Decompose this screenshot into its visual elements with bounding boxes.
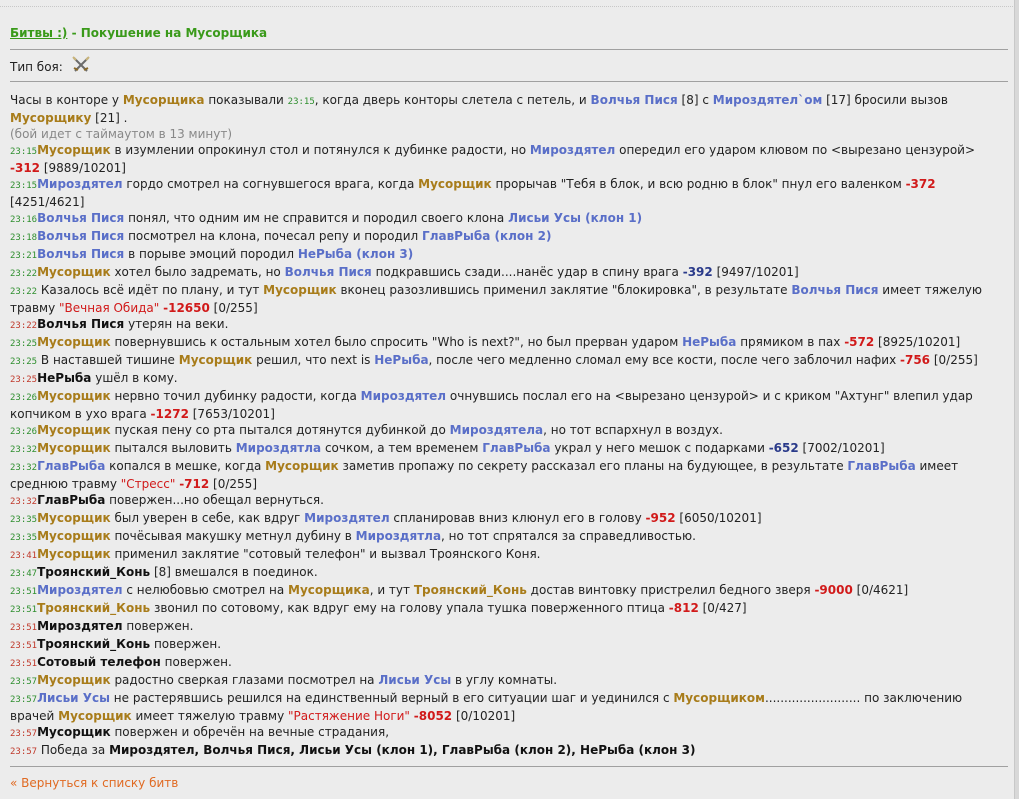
timestamp: 23:25 (10, 375, 38, 385)
log-entry (10, 440, 1008, 458)
log-text: сочком, а тем временем (321, 441, 483, 455)
player-name[interactable]: Мироздятел (304, 511, 390, 525)
player-name[interactable]: Мусорщик (37, 423, 111, 437)
log-entry (10, 352, 1008, 370)
damage-value: -712 (179, 477, 210, 491)
player-name[interactable]: Мироздятла (355, 529, 442, 543)
damage-value: -8052 (413, 709, 453, 723)
timestamp: 23:47 (10, 569, 38, 579)
timestamp: 23:22 (10, 287, 38, 297)
damage-value: -652 (768, 441, 799, 455)
page-title: Покушение на Мусорщика (80, 26, 268, 40)
log-entry (10, 528, 1008, 546)
log-entry (10, 316, 1008, 334)
player-name[interactable]: Мусорщику (10, 111, 92, 125)
log-entries (10, 142, 1008, 760)
log-text: в порыве эмоций породил (124, 247, 298, 261)
player-name[interactable]: Мироздятел (529, 143, 616, 157)
damage-value: -1272 (150, 407, 189, 421)
player-name[interactable]: НеРыба (клон 3) (297, 247, 414, 261)
log-text: имеет тяжелую травму (131, 709, 288, 723)
log-text: [9497/10201] (712, 265, 799, 279)
log-text: [8] вмешался в поединок. (150, 565, 318, 579)
player-name: Мироздятел (37, 619, 123, 633)
log-text: , после чего медленно сломал ему все кости, после чего заблочил нафих (428, 353, 900, 367)
player-name[interactable]: Мусорщик (37, 265, 111, 279)
player-name[interactable]: Мироздятел`ом (712, 93, 823, 107)
log-text: не растерявшись решился на единственный верный в его ситуации шаг и уединился с (109, 691, 674, 705)
log-text: [0/4621] (852, 583, 909, 597)
player-name[interactable]: Лисьи Усы (клон 1) (508, 211, 643, 225)
log-entry (10, 492, 1008, 510)
player-name[interactable]: НеРыба (374, 353, 429, 367)
player-name[interactable]: Мусорщика (288, 583, 370, 597)
log-entry (10, 510, 1008, 528)
player-name[interactable]: Волчья Пися (37, 247, 125, 261)
battle-log (10, 92, 1008, 760)
scrollbar-track[interactable] (1014, 0, 1019, 799)
log-entry (10, 370, 1008, 388)
player-name[interactable]: Мироздятела (449, 423, 544, 437)
injury-name: "Растяжение Ноги" (288, 709, 410, 723)
timestamp: 23:25 (10, 357, 38, 367)
player-name[interactable]: Мусорщиком (673, 691, 765, 705)
player-name[interactable]: Мусорщик (37, 335, 111, 349)
log-text: [0/255] (209, 301, 258, 315)
damage-value: -756 (900, 353, 931, 367)
log-text: в углу комнаты. (451, 673, 558, 687)
timestamp: 23:22 (10, 321, 38, 331)
timestamp: 23:32 (10, 497, 38, 507)
log-text: пуская пену со рта пытался дотянутся дубинкой до (110, 423, 450, 437)
log-entry (10, 690, 1008, 724)
log-text: спланировав вниз клюнул его в голову (389, 511, 646, 525)
log-text: Казалось всё идёт по плану, и тут (37, 283, 264, 297)
log-entry (10, 246, 1008, 264)
player-name[interactable]: Волчья Пися (791, 283, 879, 297)
timestamp: 23:41 (10, 551, 38, 561)
log-entry (10, 264, 1008, 282)
log-text: [8925/10201] (874, 335, 961, 349)
log-text: , но тот спрятался за справедливостью. (441, 529, 696, 543)
log-text: В наставшей тишине (37, 353, 179, 367)
log-entry (10, 142, 1008, 176)
log-text: , и тут (369, 583, 414, 597)
divider (10, 766, 1008, 767)
timestamp: 23:15 (287, 97, 315, 107)
battle-intro: Часы в конторе у Мусорщика показывали 23:15, когда дверь конторы слетела с петель, и Волчья Пися [8] с Мироздятел`ом [17] бросили вызов Мусорщику [21] . (10, 93, 948, 125)
player-name[interactable]: Лисьи Усы (378, 673, 452, 687)
log-entry (10, 654, 1008, 672)
battles-link[interactable]: Битвы :) (10, 26, 68, 40)
player-name[interactable]: Волчья Пися (37, 211, 125, 225)
log-entry (10, 546, 1008, 564)
player-name[interactable]: Мусорщик (178, 353, 253, 367)
log-text: прямиком в пах (736, 335, 845, 349)
log-text: [0/10201] (452, 709, 516, 723)
timestamp: 23:57 (10, 695, 38, 705)
timestamp: 23:51 (10, 587, 38, 597)
player-name[interactable]: Мусорщик (263, 283, 337, 297)
injury-name: "Стресс" (120, 477, 176, 491)
damage-value: -572 (844, 335, 875, 349)
log-text: гордо смотрел на согнувшегося врага, когда (122, 177, 419, 191)
log-text: украл у него мешок с подарками (550, 441, 769, 455)
log-text: повержен. (160, 655, 232, 669)
log-entry (10, 458, 1008, 492)
log-text: нервно точил дубинку радости, когда (110, 389, 361, 403)
back-to-battles-link[interactable]: « Вернуться к списку битв (10, 776, 179, 790)
player-name[interactable]: Мироздятел (360, 389, 447, 403)
timestamp: 23:35 (10, 533, 38, 543)
log-text: повержен и обречён на вечные страдания, (110, 725, 390, 739)
log-text: очнувшись послал его на <вырезано цензурой> и с криком "Ахтунг" влепил удар копчиком в ухо врага (10, 389, 973, 421)
log-entry (10, 582, 1008, 600)
log-text: [0/427] (698, 601, 747, 615)
damage-value: -392 (682, 265, 713, 279)
log-entry (10, 564, 1008, 582)
player-name[interactable]: НеРыба (682, 335, 737, 349)
player-name[interactable]: Мироздятел (37, 583, 123, 597)
log-text: [0/255] (209, 477, 257, 491)
log-text: повержен. (150, 637, 222, 651)
player-name: Троянский_Конь (37, 637, 151, 651)
breadcrumb (10, 26, 1008, 41)
log-text: [7002/10201] (798, 441, 885, 455)
timeout-note: (бой идет с таймаутом в 13 минут) (10, 127, 233, 141)
player-name[interactable]: Мусорщик (37, 143, 111, 157)
timestamp: 23:51 (10, 659, 38, 669)
player-name: Мусорщик (37, 725, 111, 739)
log-text: был уверен в себе, как вдруг (110, 511, 305, 525)
timestamp: 23:32 (10, 463, 38, 473)
log-entry (10, 724, 1008, 742)
log-text: [0/255] (930, 353, 978, 367)
player-name[interactable]: Волчья Пися (37, 229, 125, 243)
log-text: , но тот вспархнул в воздух. (543, 423, 723, 437)
player-name: Мироздятел, Волчья Пися, Лисьи Усы (клон 1), ГлавРыба (клон 2), НеРыба (клон 3) (109, 743, 696, 757)
log-text: [4251/4621] (10, 195, 85, 209)
log-text: повернувшись к остальным хотел было спросить "Who is next?", но был прерван ударом (110, 335, 683, 349)
player-name: Сотовый телефон (37, 655, 161, 669)
timestamp: 23:25 (10, 339, 38, 349)
player-name[interactable]: Лисьи Усы (37, 691, 110, 705)
timestamp: 23:57 (10, 729, 38, 739)
log-text: Победа за (37, 743, 110, 757)
log-entry (10, 618, 1008, 636)
log-text: повержен. (122, 619, 194, 633)
log-entry (10, 422, 1008, 440)
log-text: имеет тяжелую травму (10, 283, 982, 315)
log-entry (10, 388, 1008, 422)
player-name[interactable]: Мусорщик (265, 459, 339, 473)
log-text: понял, что одним им не справится и породил своего клона (124, 211, 509, 225)
damage-value: -9000 (814, 583, 853, 597)
log-entry (10, 176, 1008, 210)
player-name[interactable]: Мусорщик (37, 529, 111, 543)
log-entry (10, 334, 1008, 352)
timestamp: 23:35 (10, 515, 38, 525)
timestamp: 23:26 (10, 427, 38, 437)
log-text: повержен...но обещал вернуться. (105, 493, 324, 507)
log-text: в изумлении опрокинул стол и потянулся к дубинке радости, но (110, 143, 530, 157)
breadcrumb-separator: - (67, 26, 81, 40)
crossed-swords-icon (71, 55, 91, 75)
player-name[interactable]: Мусорщик (37, 673, 111, 687)
timestamp: 23:32 (10, 445, 38, 455)
player-name: Волчья Пися (37, 317, 125, 331)
log-text: пытался выловить (110, 441, 236, 455)
log-text: с нелюбовью смотрел на (122, 583, 289, 597)
player-name[interactable]: ГлавРыба (37, 459, 106, 473)
damage-value: -952 (645, 511, 676, 525)
timestamp: 23:51 (10, 623, 38, 633)
player-name[interactable]: Волчья Пися (590, 93, 678, 107)
player-name[interactable]: Мусорщика (122, 93, 205, 107)
timestamp: 23:26 (10, 393, 38, 403)
player-name[interactable]: ГлавРыба (482, 441, 551, 455)
timestamp: 23:21 (10, 251, 38, 261)
player-name: Троянский_Конь (37, 565, 151, 579)
divider (10, 49, 1008, 50)
log-text: хотел было задремать, но (110, 265, 285, 279)
player-name[interactable]: Троянский_Конь (413, 583, 527, 597)
log-text: почёсывая макушку метнул дубину в (110, 529, 356, 543)
battle-type-label: Тип боя: (10, 60, 63, 74)
log-text: ......................... по заключению врачей (10, 691, 963, 723)
battle-page (10, 0, 1008, 799)
log-entry (10, 636, 1008, 654)
log-text: ушёл в кому. (91, 371, 178, 385)
log-text: утерян на веки. (124, 317, 229, 331)
divider (10, 81, 1008, 82)
player-name[interactable]: Троянский_Конь (37, 601, 151, 615)
player-name: ГлавРыба (37, 493, 106, 507)
log-text: [9889/10201] (40, 161, 126, 175)
player-name[interactable]: Мусорщик (58, 709, 132, 723)
player-name[interactable]: Мусорщик (37, 547, 111, 561)
player-name[interactable]: Мироздятел (37, 177, 123, 191)
timestamp: 23:18 (10, 233, 38, 243)
player-name[interactable]: ГлавРыба (847, 459, 916, 473)
log-text: достав винтовку пристрелил бедного зверя (526, 583, 815, 597)
log-text: звонил по сотовому, как вдруг ему на голову упала тушка поверженного птица (150, 601, 669, 615)
timestamp: 23:57 (10, 747, 38, 757)
battle-type-row (10, 55, 1008, 77)
log-text: прорычав "Тебя в блок, и всю родню в блок" пнул его валенком (491, 177, 906, 191)
player-name[interactable]: Мусорщик (37, 441, 111, 455)
log-text: опередил его ударом клювом по <вырезано цензурой> (615, 143, 976, 157)
timestamp: 23:15 (10, 181, 38, 191)
log-entry (10, 600, 1008, 618)
player-name: НеРыба (37, 371, 92, 385)
log-entry (10, 742, 1008, 760)
timestamp: 23:57 (10, 677, 38, 687)
player-name[interactable]: Мусорщик (37, 389, 111, 403)
log-text: подкравшись сзади....нанёс удар в спину врага (371, 265, 683, 279)
log-text: радостно сверкая глазами посмотрел на (110, 673, 379, 687)
log-entry (10, 282, 1008, 316)
timestamp: 23:22 (10, 269, 38, 279)
damage-value: -812 (668, 601, 699, 615)
log-text: применил заклятие "сотовый телефон" и вызвал Троянского Коня. (110, 547, 541, 561)
player-name[interactable]: Мироздятла (235, 441, 322, 455)
timestamp: 23:16 (10, 215, 38, 225)
timestamp: 23:51 (10, 641, 38, 651)
timestamp: 23:15 (10, 147, 38, 157)
log-text: решил, что next is (252, 353, 375, 367)
log-text: имеет среднюю травму (10, 459, 959, 491)
log-text: заметив пропажу по секрету рассказал его планы на будующее, в результате (338, 459, 848, 473)
damage-value: -12650 (163, 301, 210, 315)
log-text: посмотрел на клона, почесал репу и породил (124, 229, 423, 243)
damage-value: -372 (905, 177, 936, 191)
damage-value: -312 (10, 161, 41, 175)
player-name[interactable]: Волчья Пися (284, 265, 372, 279)
log-text: [7653/10201] (188, 407, 275, 421)
log-text: вконец разозлившись применил заклятие "блокировка", в результате (336, 283, 792, 297)
log-text: [6050/10201] (675, 511, 762, 525)
log-entry (10, 672, 1008, 690)
player-name[interactable]: ГлавРыба (клон 2) (422, 229, 552, 243)
log-entry (10, 228, 1008, 246)
log-text: копался в мешке, когда (105, 459, 266, 473)
player-name[interactable]: Мусорщик (418, 177, 492, 191)
log-entry (10, 210, 1008, 228)
injury-name: "Вечная Обида" (59, 301, 160, 315)
timestamp: 23:51 (10, 605, 38, 615)
player-name[interactable]: Мусорщик (37, 511, 111, 525)
